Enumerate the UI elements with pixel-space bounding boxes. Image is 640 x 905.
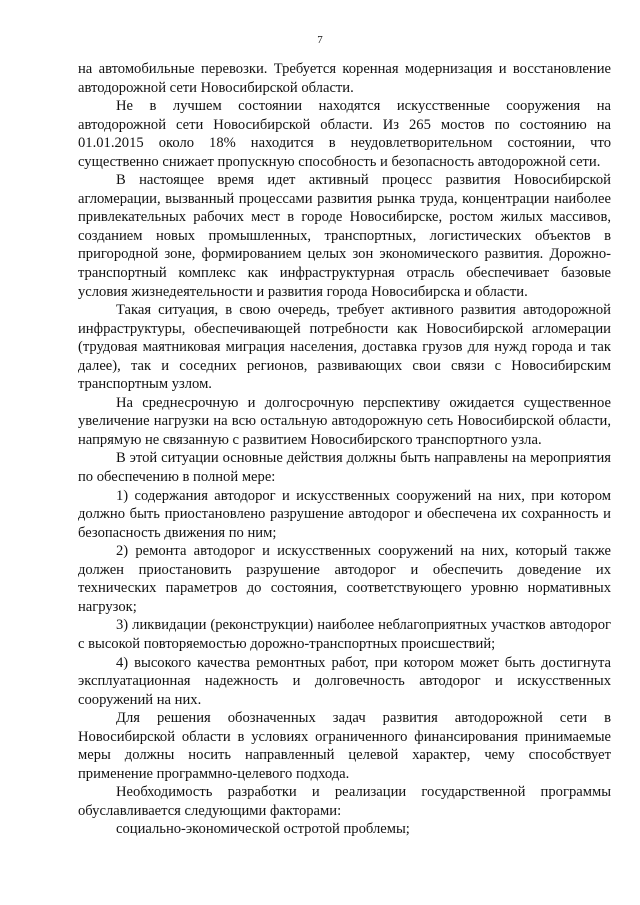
paragraph: Такая ситуация, в свою очередь, требует активного развития автодорожной инфраструктуры, обеспечивающей потребности как Новосибирской агломерации (трудовая маятниковая миграция населения, доставка грузов для нужд города и так далее), так и соседних регионов, развивающих свои связи с Новосибирским транспортным узлом. bbox=[78, 302, 611, 393]
document-body bbox=[78, 60, 611, 839]
list-item: 4) высокого качества ремонтных работ, при котором может быть достигнута эксплуатационная надежность и долговечность автодорог и искусственных сооружений на них. bbox=[78, 654, 611, 708]
list-item: 3) ликвидации (реконструкции) наиболее неблагоприятных участков автодорог с высокой повторяемостью дорожно-транспортных происшествий; bbox=[78, 617, 611, 652]
paragraph: В настоящее время идет активный процесс развития Новосибирской агломерации, вызванный процессами развития рынка труда, концентрации наиболее привлекательных рабочих мест в городе Новосибирске, ростом жилых массивов, созданием новых промышленных, транспортных, логистических объектов в пригородной зоне, формированием целых зон экономического развития. Дорожно-транспортный комплекс как инфраструктурная отрасль обеспечивает базовые условия жизнедеятельности и развития города Новосибирска и области. bbox=[78, 172, 611, 300]
paragraph: социально-экономической остротой проблемы; bbox=[116, 821, 410, 838]
paragraph: Необходимость разработки и реализации государственной программы обуславливается следующими факторами: bbox=[78, 784, 611, 819]
paragraph: На среднесрочную и долгосрочную перспективу ожидается существенное увеличение нагрузки на всю остальную автодорожную сеть Новосибирской области, напрямую не связанную с развитием Новосибирского транспортного узла. bbox=[78, 394, 611, 448]
paragraph: В этой ситуации основные действия должны быть направлены на мероприятия по обеспечению в полной мере: bbox=[78, 450, 611, 486]
paragraph: на автомобильные перевозки. Требуется коренная модернизация и восстановление автодорожной сети Новосибирской области. bbox=[78, 61, 611, 96]
page-number: 7 bbox=[317, 34, 323, 46]
paragraph: Не в лучшем состоянии находятся искусственные сооружения на автодорожной сети Новосибирской области. Из 265 мостов по состоянию на 01.01.2015 около 18% находится в неудовлетворительном состоянии, что существенно снижает пропускную способность и безопасность автодорожной сети. bbox=[78, 98, 611, 170]
list-item: 2) ремонта автодорог и искусственных сооружений на них, который также должен приостановить разрушение автодорог и обеспечить доведение их технических параметров до состояния, соответствующего уровню нормативных нагрузок; bbox=[78, 543, 611, 615]
paragraph: Для решения обозначенных задач развития автодорожной сети в Новосибирской области в условиях ограниченного финансирования принимаемые меры должны носить направленный целевой характер, чему способствует применение программно-целевого подхода. bbox=[78, 710, 611, 782]
list-item: 1) содержания автодорог и искусственных сооружений на них, при котором должно быть приостановлено разрушение автодорог и обеспечена их сохранность и безопасность движения по ним; bbox=[78, 487, 611, 541]
